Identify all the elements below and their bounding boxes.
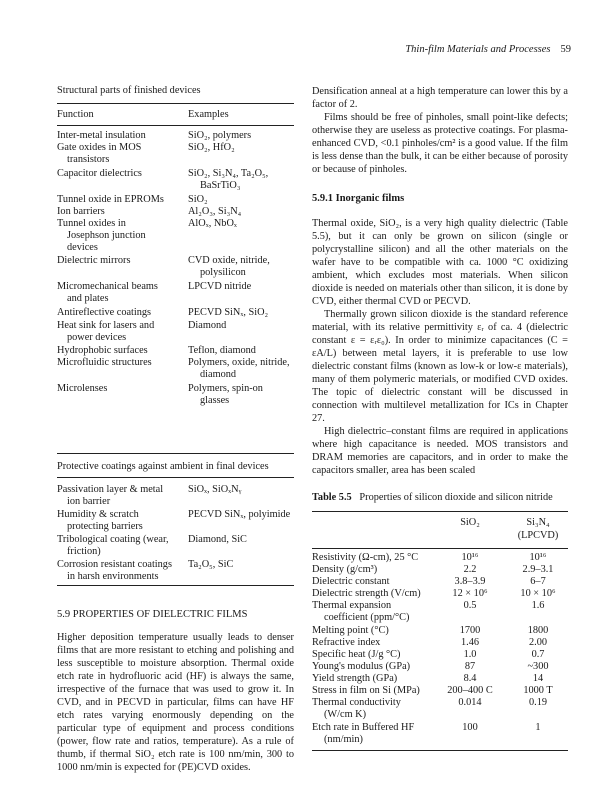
table-cell-si3n4: 0.7 — [531, 649, 545, 660]
table-cell-function: Tunnel oxides in — [57, 218, 126, 229]
table-cell-examples: SiO₂ — [188, 194, 208, 205]
table-cell-sio2: 0.014 — [458, 697, 482, 708]
table-cell-si3n4: 1 — [535, 722, 541, 733]
table-cell-si3n4: 14 — [532, 673, 544, 684]
table-cell-examples: PECVD SiNₓ, polyimide — [188, 509, 291, 520]
table-cell-examples: SiOₓ, SiOₓNᵧ — [188, 484, 242, 495]
table-cell-sio2: 1.0 — [463, 649, 477, 660]
table-cell-si3n4: 10¹⁶ — [529, 552, 547, 563]
table-cell-examples: Teflon, diamond — [188, 345, 256, 356]
table-cell-function: Microfluidic structures — [57, 357, 152, 368]
table-cell-function: Hydrophobic surfaces — [57, 345, 148, 356]
table-rule — [57, 103, 294, 104]
table-rule — [312, 750, 568, 751]
table-cell-examples: Diamond — [188, 320, 227, 331]
table-cell-sio2: 200–400 C — [447, 685, 493, 696]
table-cell-sio2: 1700 — [459, 625, 481, 636]
table-cell-property: Etch rate in Buffered HF — [312, 722, 415, 733]
paragraph: Thermally grown silicon dioxide is the standard reference material, with its relative permittivity εᵣ of ca. 4 (dielectric constant ε = εᵣε₀). In order to minimize capacitances (C = εA/L) between metal layers, it is preferable to use low dielectric constant films (known as low-k or low-ε materials), many of them polymeric materials, or modified CVD oxides. The topic of dielectric constant will be discussed in connection with multilevel metallization for ICs in Chapter 27. — [312, 309, 568, 424]
table-cell-examples: glasses — [200, 395, 230, 406]
table-cell-examples: Polymers, oxide, nitride, — [188, 357, 290, 368]
table-cell-function: ion barrier — [67, 496, 111, 507]
table-cell-si3n4: 2.00 — [528, 637, 548, 648]
table-rule — [57, 477, 294, 478]
table-header-si3n4: Si₃N₄ — [526, 517, 550, 528]
table-cell-function: Corrosion resistant coatings — [57, 559, 172, 570]
table-cell-examples: CVD oxide, nitride, — [188, 255, 270, 266]
table-cell-si3n4: 1000 T — [523, 685, 553, 696]
table-cell-examples: Diamond, SiC — [188, 534, 247, 545]
table-cell-property: (W/cm K) — [324, 709, 367, 720]
right-column-text — [312, 217, 568, 477]
table-cell-si3n4: 1.6 — [531, 600, 545, 611]
table-cell-function: Inter-metal insulation — [57, 130, 146, 141]
table-cell-examples: BaSrTiO₃ — [200, 180, 241, 191]
table-cell-si3n4: 6–7 — [530, 576, 546, 587]
table-rule — [312, 548, 568, 549]
table-cell-sio2: 87 — [464, 661, 476, 672]
table-cell-function: Humidity & scratch — [57, 509, 139, 520]
table-cell-property: Young's modulus (GPa) — [312, 661, 411, 672]
table-cell-function: Microlenses — [57, 383, 108, 394]
table-cell-examples: SiO₂, Si₃N₄, Ta₂O₅, — [188, 168, 269, 179]
table-cell-examples: SiO₂, HfO₂ — [188, 142, 235, 153]
table-rule — [57, 453, 294, 454]
table-cell-property: Density (g/cm³) — [312, 564, 378, 575]
table-cell-function: Antireflective coatings — [57, 307, 152, 318]
table-cell-si3n4: ~300 — [527, 661, 549, 672]
table-structural-caption: Structural parts of finished devices — [57, 85, 201, 96]
table-cell-property: Resistivity (Ω-cm), 25 °C — [312, 552, 419, 563]
table-cell-examples: Al₂O₃, Si₃N₄ — [188, 206, 242, 217]
table-cell-property: Thermal conductivity — [312, 697, 401, 708]
table-cell-property: Yield strength (GPa) — [312, 673, 398, 684]
table-cell-function: Capacitor dielectrics — [57, 168, 142, 179]
subsection-heading: 5.9.1 Inorganic films — [312, 193, 405, 204]
table-cell-examples: polysilicon — [200, 267, 246, 278]
table-cell-function: power devices — [67, 332, 127, 343]
table-cell-function: and plates — [67, 293, 109, 304]
table-cell-function: Passivation layer & metal — [57, 484, 164, 495]
table-cell-property: Stress in film on Si (MPa) — [312, 685, 420, 696]
table-cell-property: (nm/min) — [324, 734, 363, 745]
table-cell-sio2: 1.46 — [460, 637, 480, 648]
table-cell-sio2: 0.5 — [463, 600, 477, 611]
table-header-sio2: SiO₂ — [460, 517, 480, 528]
table-cell-function: transistors — [67, 154, 110, 165]
table-cell-examples: Polymers, spin-on — [188, 383, 263, 394]
table-cell-si3n4: 10 × 10⁶ — [520, 588, 556, 599]
section-heading: 5.9 PROPERTIES OF DIELECTRIC FILMS — [57, 609, 248, 620]
table-cell-examples: SiO₂, polymers — [188, 130, 252, 141]
table-cell-sio2: 10¹⁶ — [461, 552, 479, 563]
table-5-5-label: Table 5.5 — [312, 492, 352, 503]
paragraph: Densification anneal at a high temperature can lower this by a factor of 2. — [312, 86, 568, 110]
table-cell-function: in harsh environments — [67, 571, 159, 582]
table-cell-function: Ion barriers — [57, 206, 105, 217]
table-cell-function: protecting barriers — [67, 521, 143, 532]
table-rule — [312, 511, 568, 512]
table-cell-property: Dielectric constant — [312, 576, 390, 587]
table-cell-function: Gate oxides in MOS — [57, 142, 142, 153]
table-cell-examples: AlOₓ, NbOₓ — [188, 218, 237, 229]
table-cell-function: Tribological coating (wear, — [57, 534, 169, 545]
table-cell-function: devices — [67, 242, 98, 253]
running-header — [405, 44, 571, 55]
table-cell-sio2: 100 — [462, 722, 478, 733]
table-header-examples: Examples — [188, 109, 229, 120]
table-cell-function: friction) — [67, 546, 101, 557]
table-rule — [57, 125, 294, 126]
table-header-function: Function — [57, 109, 94, 120]
table-cell-property: Dielectric strength (V/cm) — [312, 588, 421, 599]
paragraph: Higher deposition temperature usually leads to denser films that are more resistant to etching and polishing and less susceptible to moisture absorption. Thermal oxide etch rate in hydrofluoric acid (HF) is always the same, irrespective of the furnace that was used to grow it. In CVD, and in PECVD in particular, films can have HF etch rates varying enormously depending on the particular type of equipment and process conditions (power, flow rate and ratios, temperature). As a rule of thumb, if thermal SiO₂ etch rate is 100 nm/min, 300 to 1000 nm/min is expected for (PE)CVD oxides. — [57, 632, 294, 773]
table-cell-examples: LPCVD nitride — [188, 281, 252, 292]
table-cell-function: Josephson junction — [67, 230, 146, 241]
table-cell-examples: diamond — [200, 369, 237, 380]
table-cell-sio2: 12 × 10⁶ — [452, 588, 488, 599]
table-cell-function: Dielectric mirrors — [57, 255, 131, 266]
paragraph: Thermal oxide, SiO₂, is a very high quality dielectric (Table 5.5), but it can only be grown on silicon (single or polycrystalline silicon) and all the other materials on the wafer have to be compatible with ca. 1000 °C oxidizing ambient, which excludes most materials. When silicon dioxide is needed on materials other than silicon, it is done by CVD, either thermal CVD or PECVD. — [312, 218, 568, 307]
paragraph: Films should be free of pinholes, small point-like defects; otherwise they are useless as protective coatings. For plasma-enhanced CVD, <0.1 pinholes/cm² is a good value. If the film is less dense than the bulk, it can be either because of porosity or because of pinholes. — [312, 112, 568, 175]
table-cell-property: Specific heat (J/g °C) — [312, 649, 401, 660]
table-cell-function: Tunnel oxide in EPROMs — [57, 194, 164, 205]
running-title: Thin-film Materials and Processes — [405, 44, 551, 55]
table-cell-examples: Ta₂O₅, SiC — [188, 559, 234, 570]
table-protective-caption: Protective coatings against ambient in final devices — [57, 461, 269, 472]
table-cell-property: coefficient (ppm/°C) — [324, 612, 410, 623]
table-cell-examples: PECVD SiNₓ, SiO₂ — [188, 307, 269, 318]
table-cell-sio2: 3.8–3.9 — [454, 576, 486, 587]
table-cell-function: Micromechanical beams — [57, 281, 158, 292]
table-cell-sio2: 2.2 — [463, 564, 477, 575]
right-column-text — [312, 85, 568, 176]
page-number: 59 — [560, 44, 571, 55]
table-cell-property: Refractive index — [312, 637, 381, 648]
table-cell-si3n4: 1800 — [527, 625, 549, 636]
table-cell-property: Melting point (°C) — [312, 625, 389, 636]
table-cell-si3n4: 2.9–3.1 — [522, 564, 554, 575]
table-cell-si3n4: 0.19 — [528, 697, 548, 708]
section-body — [57, 631, 294, 774]
table-cell-function: Heat sink for lasers and — [57, 320, 155, 331]
table-rule — [57, 585, 294, 586]
paragraph: High dielectric–constant films are required in applications where high capacitance is needed. MOS transistors and DRAM memories are capacitors, and in order to make the capacitors smaller, area has been scaled — [312, 426, 568, 476]
table-5-5-title: Properties of silicon dioxide and silicon nitride — [359, 492, 553, 503]
table-cell-sio2: 8.4 — [463, 673, 477, 684]
table-5-5-caption — [312, 492, 553, 505]
table-cell-property: Thermal expansion — [312, 600, 392, 611]
table-header-si3n4-sub: (LPCVD) — [517, 530, 559, 541]
